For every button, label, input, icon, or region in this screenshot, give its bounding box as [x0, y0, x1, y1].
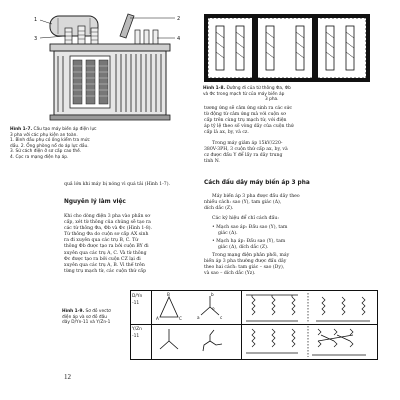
text-line: xuyên qua các trụ A, C. Và từ thông	[64, 250, 147, 256]
label-o: o	[212, 306, 215, 311]
figure-caption-1-9	[62, 309, 132, 326]
text-line: Từ thông Φa do cuộn sơ cấp AX sinh	[64, 232, 149, 238]
caption-line: 3. Sứ cách điện ở sơ cấp cao thế.	[10, 149, 82, 155]
bullet-line: giác (Δ), dích dắc (Z).	[218, 245, 269, 251]
text-line: theo hai cách: tam giác – sao (Dy),	[204, 265, 285, 271]
bullet-list	[212, 225, 374, 251]
row-number: -11	[132, 334, 140, 339]
caption-head: Hình 1-9.	[62, 309, 85, 314]
section-heading-wiring: Cách đấu dây máy biến áp 3 pha	[204, 180, 310, 186]
text-line: dích dắc (Z).	[204, 206, 234, 212]
vector-diagram-table	[130, 290, 378, 360]
wiring-schematics	[242, 291, 376, 359]
text-line: các từ thông Φa, Φb và Φc (Hình 1-8).	[64, 226, 153, 232]
svg-text:1: 1	[34, 17, 38, 23]
label-b: b	[211, 292, 214, 297]
text-line: nhiều cách: sao (Y), tam giác (Δ),	[204, 200, 282, 206]
svg-text:4: 4	[177, 36, 181, 42]
caption-line: Đường đi của từ thông Φa, Φb	[226, 86, 291, 91]
row-code: Y/Zn	[132, 327, 142, 332]
text-line: cấp, xét từ thông của chúng sẽ tạo ra	[64, 220, 151, 226]
row-code: D/Yn	[132, 294, 143, 299]
text-line: Trong mạng điện phân phối, máy	[212, 253, 290, 258]
caption-line: 3 pha.	[265, 97, 279, 103]
text-line: từng trụ mạch từ, các cuộn thứ cấp	[64, 268, 147, 274]
bullet-line: • Mạch sao áp: Đấu sao (Y), tam	[212, 225, 288, 230]
symbols-paragraph: Các ký hiệu để chỉ cách đấu:	[212, 216, 279, 221]
text-line: và sao – dích dắc (Yz).	[204, 271, 256, 277]
caption-line: và Φc trong mạch từ của máy biến áp	[203, 91, 285, 97]
bullet-item	[212, 239, 374, 251]
bullet-line: • Mạch hạ áp: Đấu sao (Y), tam	[212, 239, 286, 245]
text-line: từ động từ cảm ứng mà với cuộn sơ	[204, 112, 286, 118]
caption-line: Sơ đồ vectơ	[85, 309, 111, 314]
principle-paragraph	[64, 214, 196, 275]
text-line: thông Φb được tạo ra bởi cuộn BY đi	[64, 244, 149, 250]
winding-paragraph	[204, 106, 374, 136]
text-line: 380V-3PH, 3 cuộn thứ cấp ax, by, và	[204, 147, 288, 153]
text-line: áp tỷ lệ theo số vòng dây của cuộn thứ	[204, 124, 294, 130]
caption-line: dầu. 2. Ống phòng nổ do áp lực dầu.	[10, 143, 89, 149]
vector-diagrams	[152, 291, 241, 359]
text-line: Khi cho dòng điện 3 pha vào phần sơ	[64, 214, 150, 219]
label-B: B	[167, 292, 170, 297]
label-c: c	[220, 315, 223, 320]
paragraph-continuation: quả lớn khi máy bị nóng vì quá tải (Hình 1-7).	[64, 182, 170, 187]
label-A: A	[156, 316, 159, 321]
text-line: cấp là ax, by, và cz.	[204, 130, 249, 136]
caption-line: 4. Cọc ra mạng điện hạ áp.	[10, 154, 69, 160]
stepdown-paragraph	[204, 141, 374, 165]
text-line: tương ứng sẽ cảm ứng sinh ra các sức	[204, 106, 293, 111]
row-number: -11	[132, 301, 140, 306]
bullet-line: giác (Δ).	[218, 231, 238, 237]
caption-head: Hình 1-7.	[10, 127, 33, 132]
text-line: ra đi xuyên qua các trụ B, C. Từ	[64, 238, 139, 244]
magnetic-core-diagram	[200, 12, 375, 84]
caption-line: điện áp và sơ đồ đấu	[62, 314, 107, 320]
svg-text:3: 3	[34, 36, 38, 42]
label-C: C	[179, 316, 182, 321]
figure-caption-1-7	[10, 127, 108, 161]
distribution-paragraph	[204, 253, 374, 277]
section-heading-principle: Nguyên lý làm việc	[64, 199, 126, 205]
wiring-paragraph	[204, 194, 374, 212]
text-line: Φc được tạo ra bởi cuộn CZ lại đi	[64, 256, 141, 262]
caption-line: 1. Bình dầu phụ có ống kiểm tra mức	[10, 138, 90, 144]
text-line: biến áp 3 pha thường được đấu dây	[204, 259, 287, 265]
caption-line: Cấu tạo máy biến áp điện lực	[33, 127, 97, 132]
text-line: cấp trên cùng trụ mạch từ, với điện	[204, 118, 287, 124]
svg-text:2: 2	[177, 16, 181, 22]
bullet-item	[212, 225, 374, 237]
caption-line: dây D/Yn-11 và Y/Zn-1	[62, 320, 111, 326]
caption-line: 3 pha với các phụ kiện an toàn.	[10, 132, 78, 138]
label-a: a	[197, 315, 200, 320]
text-line: Trong máy giảm áp 15kV/220-	[212, 141, 283, 146]
text-line: tính N.	[204, 159, 220, 165]
text-line: xuyên qua các trụ A, B. Vì thế trên	[64, 262, 145, 268]
text-line: Máy biến áp 3 pha được đấu dây theo	[212, 194, 300, 199]
text-line: cz được đấu Y để lấy ra dây trung	[204, 153, 283, 159]
figure-caption-1-8	[203, 86, 373, 103]
transformer-illustration	[10, 8, 200, 125]
page-number: 12	[64, 373, 71, 381]
caption-head: Hình 1-8.	[203, 86, 226, 91]
